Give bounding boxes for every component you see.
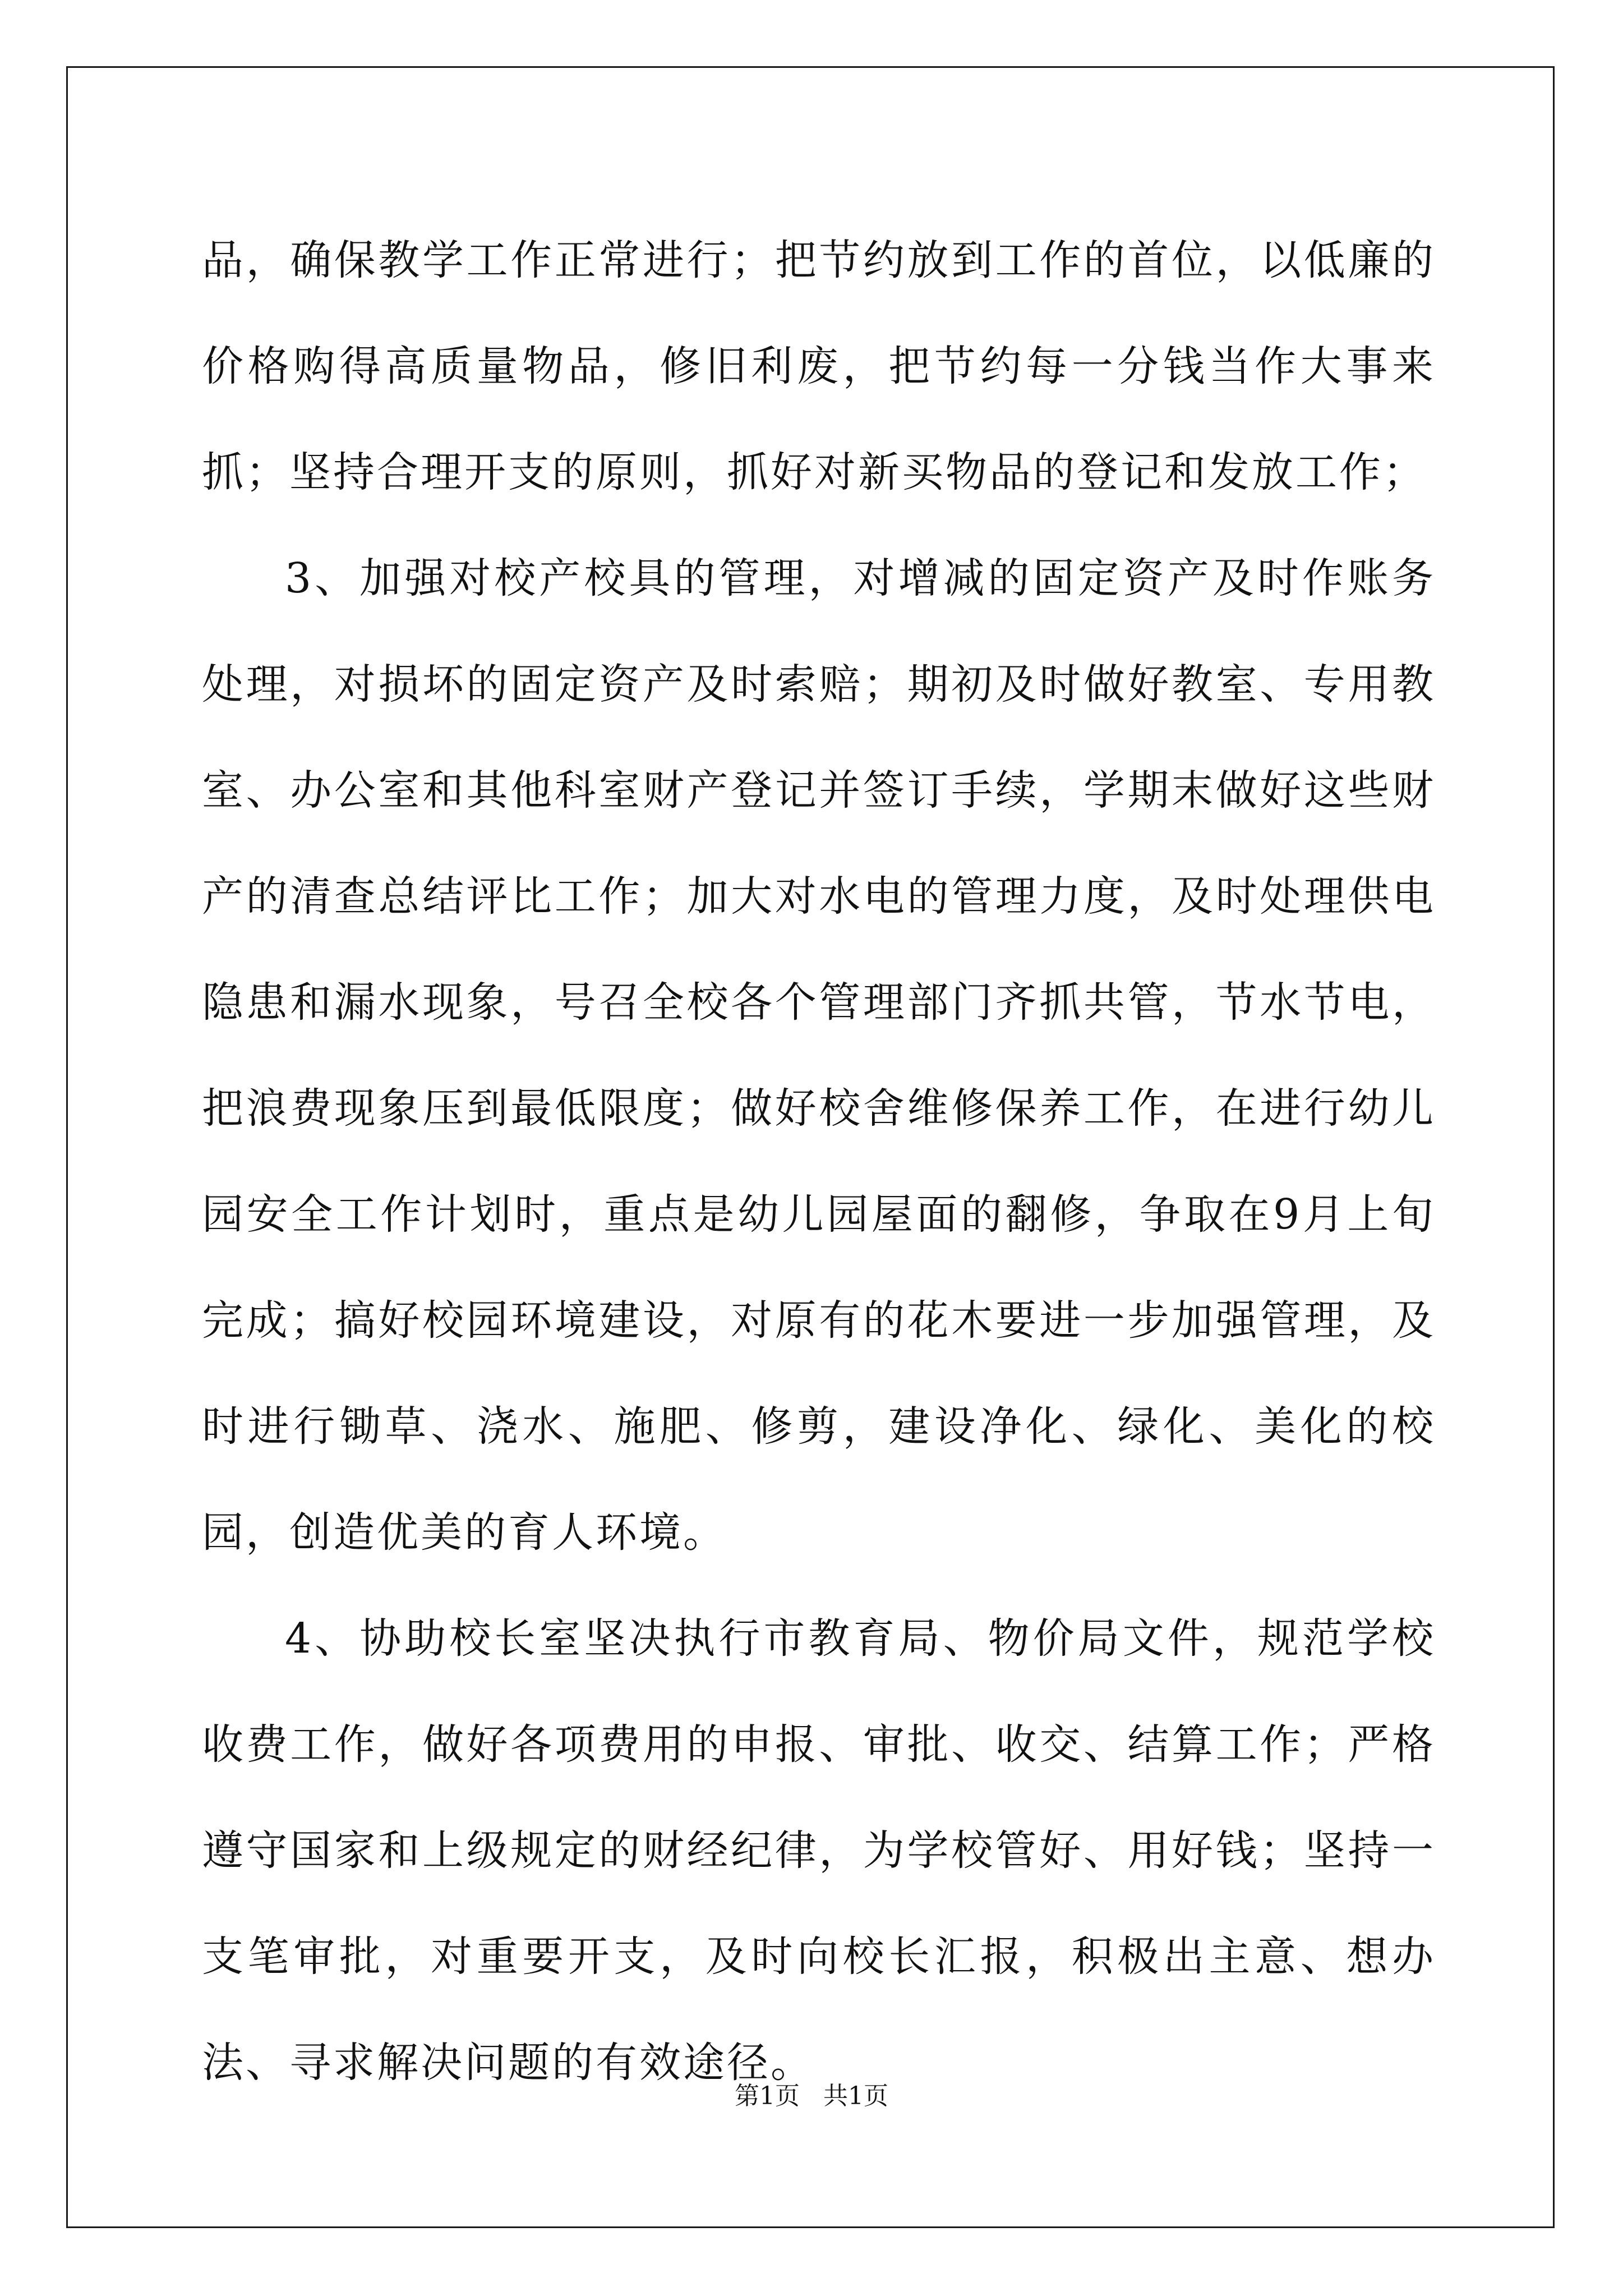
document-body: [202, 208, 1436, 2116]
page-number: 第1页: [735, 2082, 800, 2110]
paragraph-continuation: 品，确保教学工作正常进行；把节约放到工作的首位，以低廉的价格购得高质量物品，修旧利废，把节约每一分钱当作大事来抓；坚持合理开支的原则，抓好对新买物品的登记和发放工作；: [202, 236, 1436, 496]
paragraph-item-4: 4、协助校长室坚决执行市教育局、物价局文件，规范学校收费工作，做好各项费用的申报、审批、收交、结算工作；严格遵守国家和上级规定的财经纪律，为学校管好、用好钱；坚持一支笔审批，对重要开支，及时向校长汇报，积极出主意、想办法、寻求解决问题的有效途径。: [202, 1614, 1436, 2087]
page-total: 共1页: [823, 2082, 888, 2110]
paragraph-item-3: 3、加强对校产校具的管理，对增减的固定资产及时作账务处理，对损坏的固定资产及时索赔；期初及时做好教室、专用教室、办公室和其他科室财产登记并签订手续，学期末做好这些财产的清查总结评比工作；加大对水电的管理力度，及时处理供电隐患和漏水现象，号召全校各个管理部门齐抓共管，节水节电，把浪费现象压到最低限度；做好校舍维修保养工作，在进行幼儿园安全工作计划时，重点是幼儿园屋面的翻修，争取在9月上旬完成；搞好校园环境建设，对原有的花木要进一步加强管理，及时进行锄草、浇水、施肥、修剪，建设净化、绿化、美化的校园，创造优美的育人环境。: [202, 554, 1436, 1557]
page-footer: [0, 2076, 1623, 2111]
